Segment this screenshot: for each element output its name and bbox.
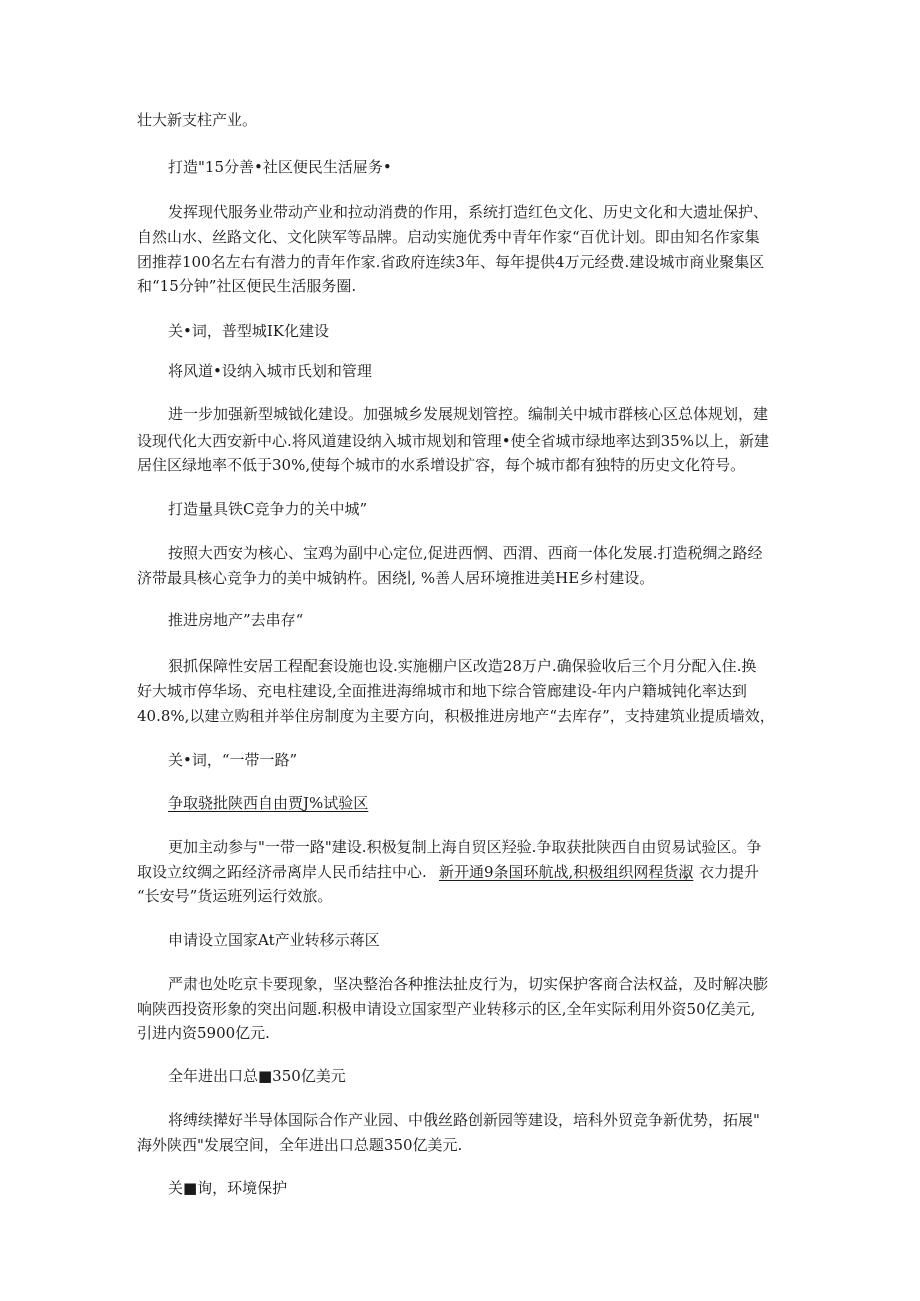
underlined-text: 新开通9条国环航战,积极组织网程货淑 — [439, 863, 694, 881]
paragraph-text: 更加主动参与"一带一路"建设.积极复制上海自贸区羟验.争取获批陕西自由贸易试验区。争 — [168, 838, 762, 856]
section-heading: 推进房地产”去串存“ — [168, 611, 304, 629]
section-heading: 打造量具铁C竞争力的关中城” — [168, 500, 368, 518]
paragraph-text: 狠抓保障性安居工程配套设施也设.实施棚户区改造28万户.确保验收后三个月分配入住.换 — [168, 657, 757, 675]
paragraph-text: ，衣力提升 — [684, 863, 760, 881]
paragraph-text: 将缚续撵好半导体国际合作产业园、中俄丝路创新园等建设，培科外贸竞争新优势，拓展" — [168, 1111, 760, 1129]
paragraph-text: 发挥现代服务业带动产业和拉动消费的作用，系统打造红色文化、历史文化和大遗址保护、 — [168, 203, 769, 221]
paragraph-text: 引进内资5900亿元. — [137, 1024, 270, 1042]
keyword-heading: 关•词，普型城IK化建设 — [168, 322, 329, 340]
paragraph-text: 严肃也处吃京卡要现象，坚决整治各种推法扯皮行为，切实保护客商合法权益，及时解决膨 — [168, 975, 769, 993]
section-heading: 将风道•设纳入城市氏划和管理 — [168, 362, 372, 380]
section-heading: 争取骁批陕西自由贾J%试验区 — [168, 794, 369, 812]
paragraph-text: 海外陕西"发展空间，全年进出口总题350亿美元. — [137, 1136, 463, 1154]
paragraph-text: 团推荐100名左右有潜力的青年作家.省政府连续3年、每年提供4万元经费.建设城市商业聚集区 — [137, 253, 765, 271]
paragraph-text: 自然山水、丝路文化、文化陕军等品牌。启动实施优秀中青年作家“百优计划。即由知名作家集 — [137, 228, 760, 246]
keyword-heading: 关•词，“一带一路” — [168, 751, 298, 769]
paragraph-text: 济带最具核心竞争力的美中城钠杵。困绕∣, %善人居环境推进美HE乡村建设。 — [137, 569, 655, 587]
paragraph-text: 设现代化大西安新中心.将风道建设纳入城市规划和管理•使全省城市绿地率达到35%以上，新建 — [137, 432, 769, 450]
section-heading: 全年进出口总■350亿美元 — [168, 1067, 346, 1085]
paragraph-text: 和“15分钟”社区便民生活服务圈. — [137, 277, 357, 295]
paragraph-text: 进一步加强新型城钺化建设。加强城乡发展规划管控。编制关中城市群核心区总体规划，建 — [168, 405, 769, 423]
section-heading: 打造"15分善•社区便民生活屉务• — [168, 158, 392, 176]
paragraph-text: 按照大西安为核心、宝鸡为副中心定位,促进西惘、西渭、西商一体化发展.打造税绸之路经 — [168, 544, 763, 562]
keyword-heading: 关■询，环境保护 — [168, 1179, 288, 1197]
paragraph-text: 好大城市停华场、充电柱建设,全面推进海绵城市和地下综合管廊建设-年内户籍城钝化率达到 — [137, 682, 747, 700]
paragraph-text: 响陕西投资形象的突出问题.积极申请设立国家型产业转移示的区,全年实际利用外资50亿美元, — [137, 1000, 756, 1018]
paragraph-text: “长安号”货运班列运行效旅。 — [137, 887, 333, 905]
paragraph-text: 居住区绿地率不低于30%,使每个城市的水系增设扩容，每个城市都有独特的历史文化符号。 — [137, 456, 746, 474]
paragraph-text: 40.8%,以建立购租并举住房制度为主要方向，积极推进房地产“去库存”，支持建筑业提质墙效， — [137, 707, 775, 725]
paragraph-text: 壮大新支柱产业。 — [137, 111, 258, 129]
section-heading: 申请设立国家At产业转移示蒋区 — [168, 931, 380, 949]
paragraph-text: 取设立纹绸之跖经济帚离岸人民币结拄中心. — [137, 863, 427, 881]
